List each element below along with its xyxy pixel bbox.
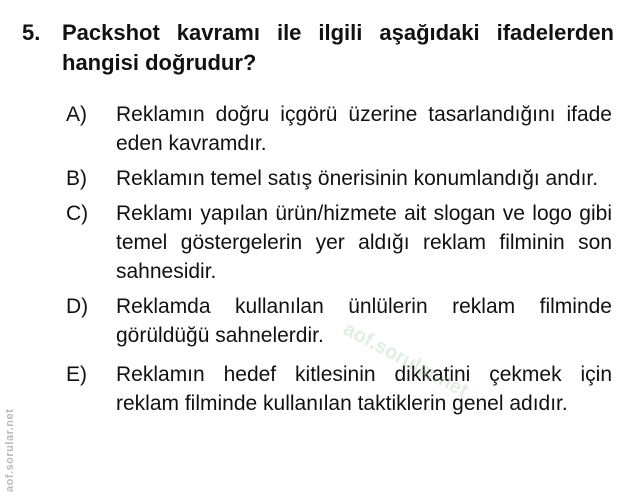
answer-options <box>66 100 612 424</box>
option-e-text: Reklamın hedef kitlesinin dikkatini çekmek için reklam filminde kullanılan taktiklerin genel adıdır. <box>116 363 612 415</box>
option-c-letter: C) <box>66 202 89 225</box>
option-c[interactable] <box>66 199 612 286</box>
option-e-letter: E) <box>66 363 87 386</box>
option-b-letter: B) <box>66 167 87 190</box>
option-d-text: Reklamda kullanılan ünlülerin reklam filminde görüldüğü sahnelerdir. <box>116 295 612 347</box>
option-c-text: Reklamı yapılan ürün/hizmete ait slogan ve logo gibi temel göstergelerin yer aldığı reklam filminin son sahnesidir. <box>116 202 612 283</box>
option-b[interactable] <box>66 164 612 193</box>
center-watermark: aof.sorular.net <box>339 318 472 403</box>
option-a-text: Reklamın doğru içgörü üzerine tasarlandığını ifade eden kavramdır. <box>116 103 612 155</box>
question-block <box>22 18 614 78</box>
option-a[interactable] <box>66 100 612 158</box>
question-header <box>22 18 614 78</box>
option-b-text: Reklamın temel satış önerisinin konumlandığı andır. <box>116 167 599 190</box>
option-d[interactable] <box>66 292 612 350</box>
question-text: Packshot kavramı ile ilgili aşağıdaki ifadelerden hangisi doğrudur? <box>62 20 614 75</box>
option-d-letter: D) <box>66 295 89 318</box>
question-number: 5. <box>22 20 41 45</box>
option-a-letter: A) <box>66 103 87 126</box>
side-watermark: aof.sorular.net <box>4 408 16 492</box>
option-e[interactable] <box>66 360 612 418</box>
